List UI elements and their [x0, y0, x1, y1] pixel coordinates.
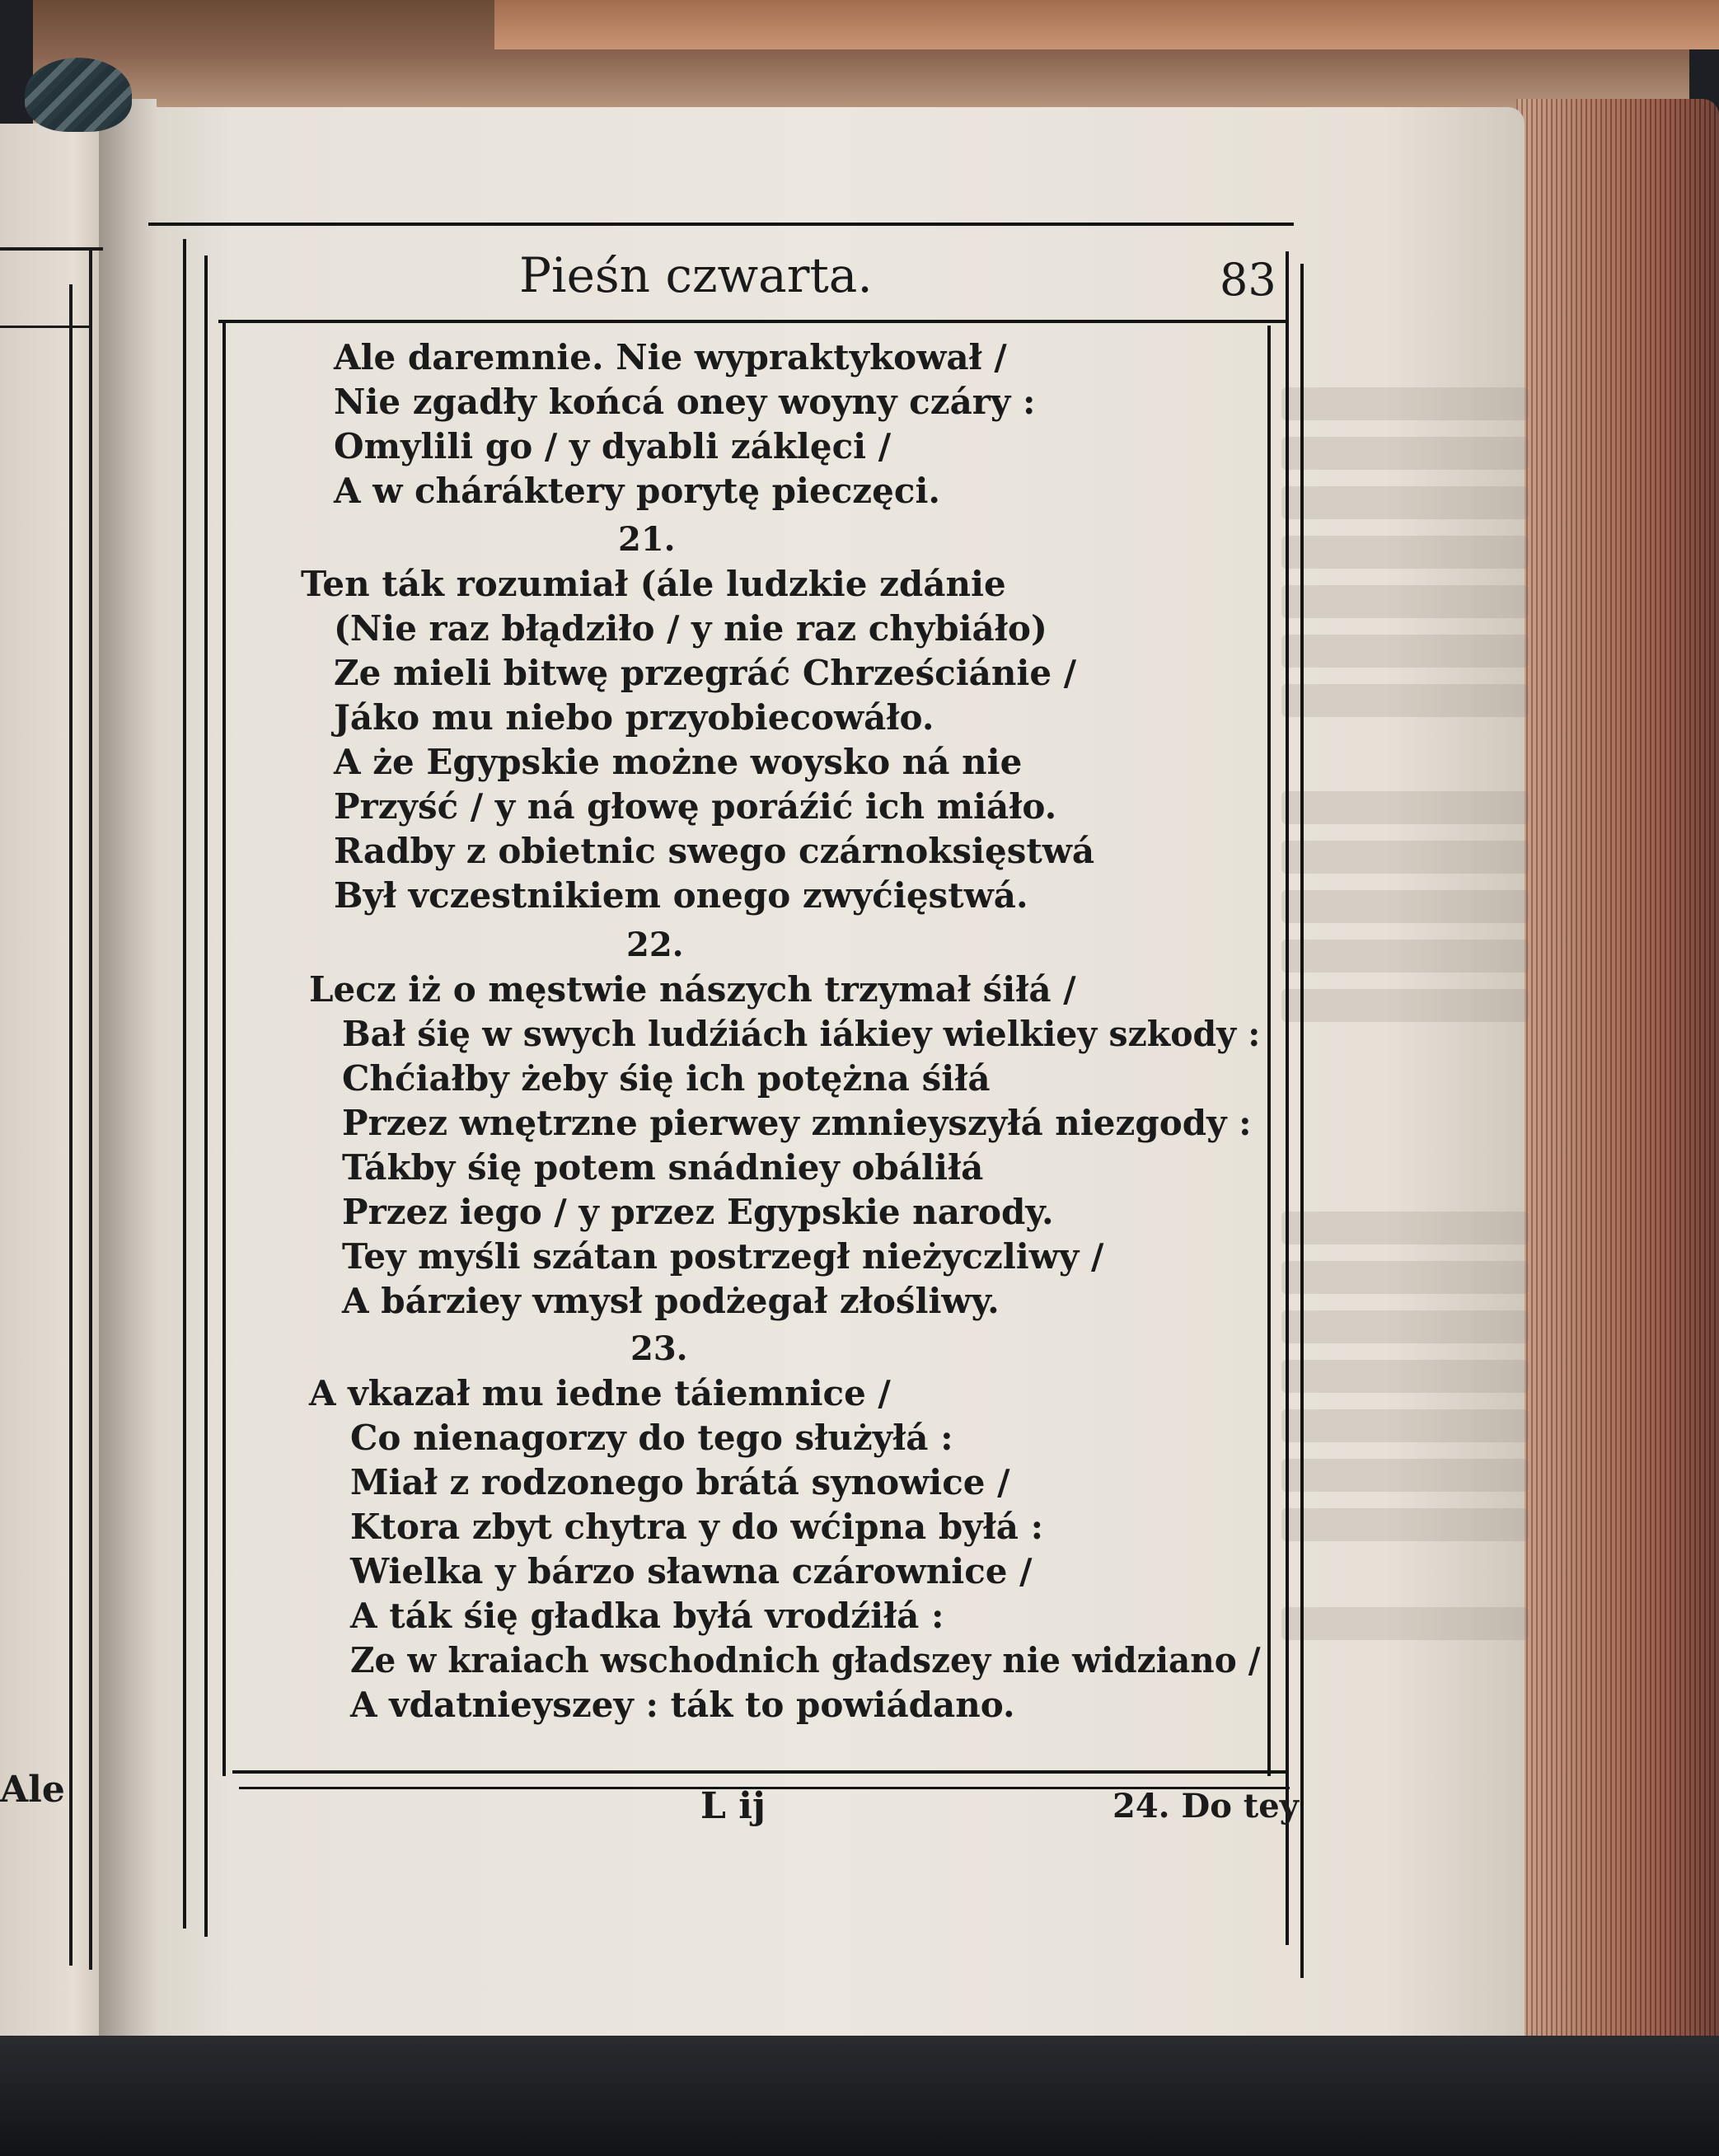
- verse-line: Przyść / y ná głowę poráźić ich miáło.: [334, 786, 1057, 827]
- show-through: [1281, 387, 1529, 420]
- show-through: [1281, 890, 1529, 923]
- left-page-rule: [89, 247, 92, 1970]
- verse-line: Był vczestnikiem onego zwyćięstwá.: [334, 875, 1028, 916]
- verse-line: Miał z rodzonego brátá synowice /: [350, 1462, 1010, 1502]
- verse-line: Tey myśli szátan postrzegł nieżyczliwy /: [342, 1236, 1104, 1277]
- stanza-number: 22.: [626, 926, 684, 964]
- show-through: [1281, 684, 1529, 717]
- frame-rule-top: [148, 223, 1294, 226]
- verse-line: Ze mieli bitwę przegráć Chrześciánie /: [334, 653, 1077, 693]
- verse-line: (Nie raz błądziło / y nie raz chybiáło): [334, 608, 1047, 649]
- book-cover-edge: [494, 0, 1719, 49]
- signature-mark: L ij: [700, 1785, 766, 1827]
- verse-line: A w cháráktery porytę pieczęci.: [334, 471, 941, 511]
- show-through: [1281, 1360, 1529, 1393]
- frame-rule-right-inner: [1286, 251, 1289, 1945]
- verse-line: A że Egypskie możne woysko ná nie: [334, 742, 1023, 782]
- verse-line: A vkazał mu iedne táiemnice /: [309, 1373, 891, 1413]
- show-through: [1281, 1508, 1529, 1541]
- verse-line: Przez iego / y przez Egypskie narody.: [342, 1192, 1054, 1232]
- verse-line: Ale daremnie. Nie wypraktykował /: [334, 337, 1007, 377]
- verse-line: A vdatnieyszey : ták to powiádano.: [350, 1685, 1015, 1725]
- verse-line: Przez wnętrzne pierwey zmnieyszyłá niezgody :: [342, 1103, 1252, 1143]
- show-through: [1281, 585, 1529, 618]
- page-number: 83: [1220, 254, 1276, 306]
- headband: [25, 58, 132, 132]
- verse-line: A bárziey vmysł podżegał złośliwy.: [342, 1281, 1000, 1321]
- left-page-rule: [0, 326, 89, 328]
- show-through: [1281, 841, 1529, 874]
- show-through: [1281, 1409, 1529, 1442]
- show-through: [1281, 940, 1529, 973]
- left-page-catchword: Ale: [0, 1769, 65, 1811]
- verse-line: Jáko mu niebo przyobiecowáło.: [334, 697, 934, 738]
- show-through: [1281, 437, 1529, 470]
- verse-line: Radby z obietnic swego czárnoksięstwá: [334, 831, 1095, 871]
- show-through: [1281, 1607, 1529, 1640]
- show-through: [1281, 1310, 1529, 1343]
- verse-line: Bał śię w swych ludźiách iákiey wielkiey szkody :: [342, 1014, 1261, 1054]
- verse-line: Omylili go / y dyabli záklęci /: [334, 426, 892, 466]
- left-page-rule: [69, 284, 73, 1966]
- frame-rule-left-outer: [183, 239, 186, 1929]
- show-through: [1281, 1459, 1529, 1492]
- verse-line: Nie zgadły końcá oney woyny czáry :: [334, 382, 1036, 422]
- frame-rule-bottom: [232, 1770, 1287, 1774]
- page-fore-edge: [1516, 99, 1719, 2060]
- verse-line: Chćiałby żeby śię ich potężna śiłá: [342, 1058, 991, 1099]
- show-through: [1281, 1212, 1529, 1244]
- verse-line: Ten ták rozumiał (ále ludzkie zdánie: [301, 564, 1006, 604]
- left-page-rule: [0, 247, 103, 251]
- verse-line: Tákby śię potem snádniey obáliłá: [342, 1147, 984, 1188]
- frame-rule-right-outer: [1300, 264, 1304, 1978]
- verse-line: Ktora zbyt chytra y do wćipna byłá :: [350, 1507, 1044, 1547]
- frame-rule-left-text: [222, 321, 226, 1776]
- verse-line: A ták śię gładka byłá vrodźiłá :: [350, 1596, 944, 1636]
- verse-line: Ze w kraiach wschodnich gładszey nie widziano /: [350, 1640, 1261, 1680]
- show-through: [1281, 1261, 1529, 1294]
- show-through: [1281, 989, 1529, 1022]
- show-through: [1281, 791, 1529, 824]
- frame-rule-left-inner: [204, 255, 208, 1937]
- verse-line: Co nienagorzy do tego służyłá :: [350, 1418, 953, 1458]
- frame-rule-right-text: [1267, 326, 1271, 1776]
- book-gutter: [99, 99, 157, 2077]
- show-through: [1281, 486, 1529, 519]
- show-through: [1281, 536, 1529, 569]
- verse-line: Wielka y bárzo sławna czárownice /: [350, 1551, 1033, 1591]
- stanza-number: 23.: [630, 1329, 688, 1368]
- page-title: Pieśn czwarta.: [519, 247, 873, 303]
- show-through: [1281, 635, 1529, 668]
- verse-line: Lecz iż o męstwie nászych trzymał śiłá /: [309, 969, 1076, 1010]
- background-shadow: [0, 2036, 1719, 2156]
- stanza-number: 21.: [618, 520, 676, 559]
- catchword: 24. Do tey: [1112, 1787, 1299, 1826]
